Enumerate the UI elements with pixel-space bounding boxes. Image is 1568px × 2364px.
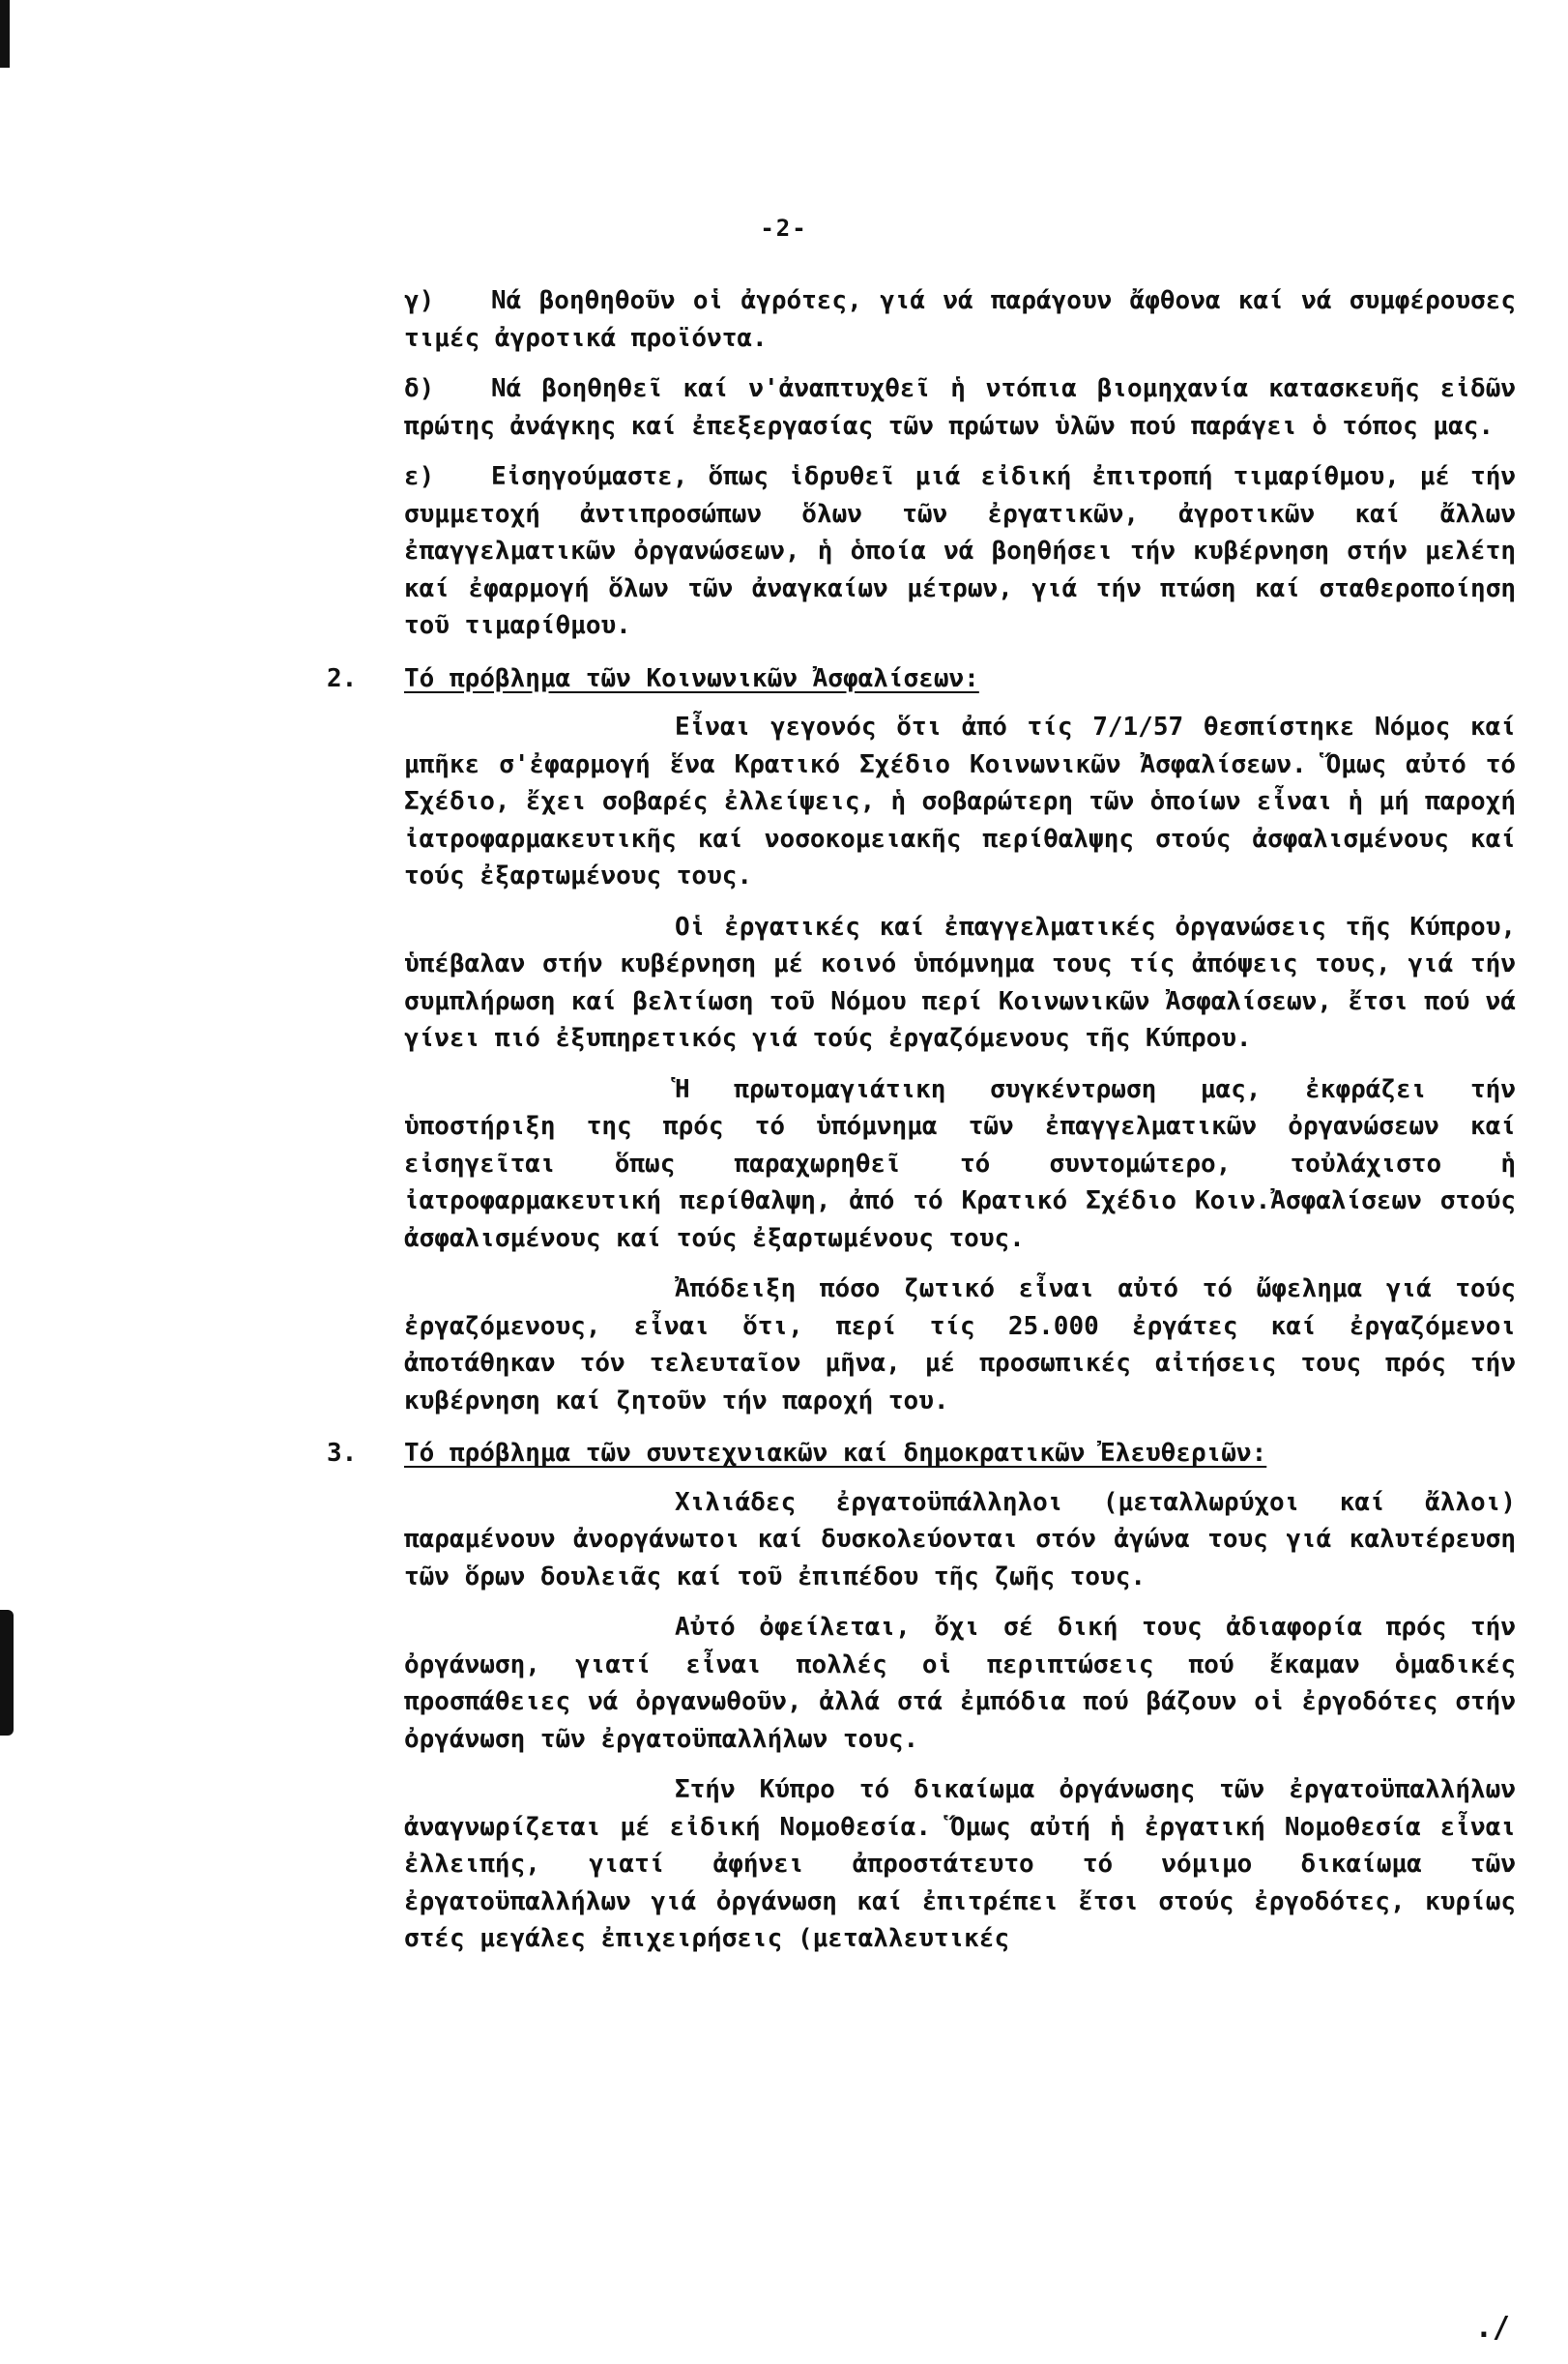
paragraph: Αὐτό ὀφείλεται, ὄχι σέ δική τους ἀδιαφορία πρός τήν ὀργάνωση, γιατί εἶναι πολλές οἱ περιπτώσεις πού ἔκαμαν ὁμαδικές προσπάθειες νά ὀργανωθοῦν, ἀλλά στά ἐμπόδια πού βάζουν οἱ ἐργοδότες στήν ὀργάνωση τῶν ἐργατοϋπαλλήλων τους. <box>404 1613 1531 1754</box>
paragraph: Στήν Κύπρο τό δικαίωμα ὀργάνωσης τῶν ἐργατοϋπαλλήλων ἀναγνωρίζεται μέ εἰδική Νομοθεσία. Ὅμως αὐτή ἡ ἐργατική Νομοθεσία εἶναι ἐλλειπής, γιατί ἀφήνει ἀπροστάτευτο τό νόμιμο δικαίωμα τῶν ἐργατοϋπαλλήλων γιά ὀργάνωση καί ἐπιτρέπει ἔτσι στούς ἐργοδότες, κυρίως στές μεγάλες ἐπιχειρήσεις (μεταλλευτικές <box>404 1775 1531 1953</box>
item-label: ε) <box>404 462 435 491</box>
scan-edge-mark <box>0 0 10 68</box>
item-text: Νά βοηθηθοῦν οἱ ἀγρότες, γιά νά παράγουν ἄφθονα καί νά συμφέρουσες τιμές ἀγροτικά προϊόντα. <box>404 286 1531 353</box>
item-label: δ) <box>404 374 435 403</box>
list-item-epsilon <box>404 458 1531 645</box>
item-label: γ) <box>404 286 435 315</box>
section-title: Τό πρόβλημα τῶν Κοινωνικῶν Ἀσφαλίσεων: <box>404 663 979 693</box>
document-body <box>327 282 1531 1971</box>
item-text: Εἰσηγούμαστε, ὅπως ἱδρυθεῖ μιά εἰδική ἐπιτροπή τιμαρίθμου, μέ τήν συμμετοχή ἀντιπροσώπων ὅλων τῶν ἐργατικῶν, ἀγροτικῶν καί ἄλλων ἐπαγγελματικῶν ὀργανώσεων, ἡ ὁποία νά βοηθήσει τήν κυβέρνηση στήν μελέτη καί ἐφαρμογή ὅλων τῶν ἀναγκαίων μέτρων, γιά τήν πτώση καί σταθεροποίηση τοῦ τιμαρίθμου. <box>404 462 1531 640</box>
section-number: 2. <box>327 663 358 693</box>
continuation-mark: ./ <box>1474 2311 1510 2345</box>
section-heading-2 <box>327 660 1516 698</box>
paragraph: Εἶναι γεγονός ὅτι ἀπό τίς 7/1/57 θεσπίστηκε Νόμος καί μπῆκε σ'ἐφαρμογή ἕνα Κρατικό Σχέδιο Κοινωνικῶν Ἀσφαλίσεων. Ὅμως αὐτό τό Σχέδιο, ἔχει σοβαρές ἐλλείψεις, ἡ σοβαρώτερη τῶν ὁποίων εἶναι ἡ μή παροχή ἰατροφαρμακευτικῆς καί νοσοκομειακῆς περίθαλψης στούς ἀσφαλισμένους καί τούς ἐξαρτωμένους τους. <box>404 713 1531 890</box>
paragraph: Ἀπόδειξη πόσο ζωτικό εἶναι αὐτό τό ὤφελημα γιά τούς ἐργαζόμενους, εἶναι ὅτι, περί τίς 25.000 ἐργάτες καί ἐργαζόμενοι ἀποτάθηκαν τόν τελευταῖον μῆνα, μέ προσωπικές αἰτήσεις τους πρός τήν κυβέρνηση καί ζητοῦν τήν παροχή του. <box>404 1274 1531 1415</box>
section-title: Τό πρόβλημα τῶν συντεχνιακῶν καί δημοκρατικῶν Ἐλευθεριῶν: <box>404 1439 1267 1468</box>
paragraph: Χιλιάδες ἐργατοϋπάλληλοι (μεταλλωρύχοι καί ἄλλοι) παραμένουν ἀνοργάνωτοι καί δυσκολεύονται στόν ἀγώνα τους γιά καλυτέρευση τῶν ὅρων δουλειᾶς καί τοῦ ἐπιπέδου τῆς ζωῆς τους. <box>404 1487 1531 1591</box>
list-item-delta <box>404 370 1531 445</box>
paragraph: Ἡ πρωτομαγιάτικη συγκέντρωση μας, ἐκφράζει τήν ὑποστήριξη της πρός τό ὑπόμνημα τῶν ἐπαγγελματικῶν ὀργανώσεων καί εἰσηγεῖται ὅπως παραχωρηθεῖ τό συντομώτερο, τοὐλάχιστο ἡ ἰατροφαρμακευτική περίθαλψη, ἀπό τό Κρατικό Σχέδιο Κοιν.Ἀσφαλίσεων στούς ἀσφαλισμένους καί τούς ἐξαρτωμένους τους. <box>404 1074 1531 1253</box>
item-text: Νά βοηθηθεῖ καί ν'ἀναπτυχθεῖ ἡ ντόπια βιομηχανία κατασκευῆς εἰδῶν πρώτης ἀνάγκης καί ἐπεξεργασίας τῶν πρώτων ὑλῶν πού παράγει ὁ τόπος μας. <box>404 374 1531 441</box>
section-number: 3. <box>327 1439 358 1468</box>
paragraph: Οἱ ἐργατικές καί ἐπαγγελματικές ὀργανώσεις τῆς Κύπρου, ὑπέβαλαν στήν κυβέρνηση μέ κοινό ὑπόμνημα τους τίς ἀπόψεις τους, γιά τήν συμπλήρωση καί βελτίωση τοῦ Νόμου περί Κοινωνικῶν Ἀσφαλίσεων, ἔτσι πού νά γίνει πιό ἐξυπηρετικός γιά τούς ἐργαζόμενους τῆς Κύπρου. <box>404 912 1531 1053</box>
section-heading-3 <box>327 1435 1516 1473</box>
list-item-gamma <box>404 282 1531 357</box>
page-number: -2- <box>760 215 808 242</box>
scan-binding-hole <box>0 1610 14 1736</box>
